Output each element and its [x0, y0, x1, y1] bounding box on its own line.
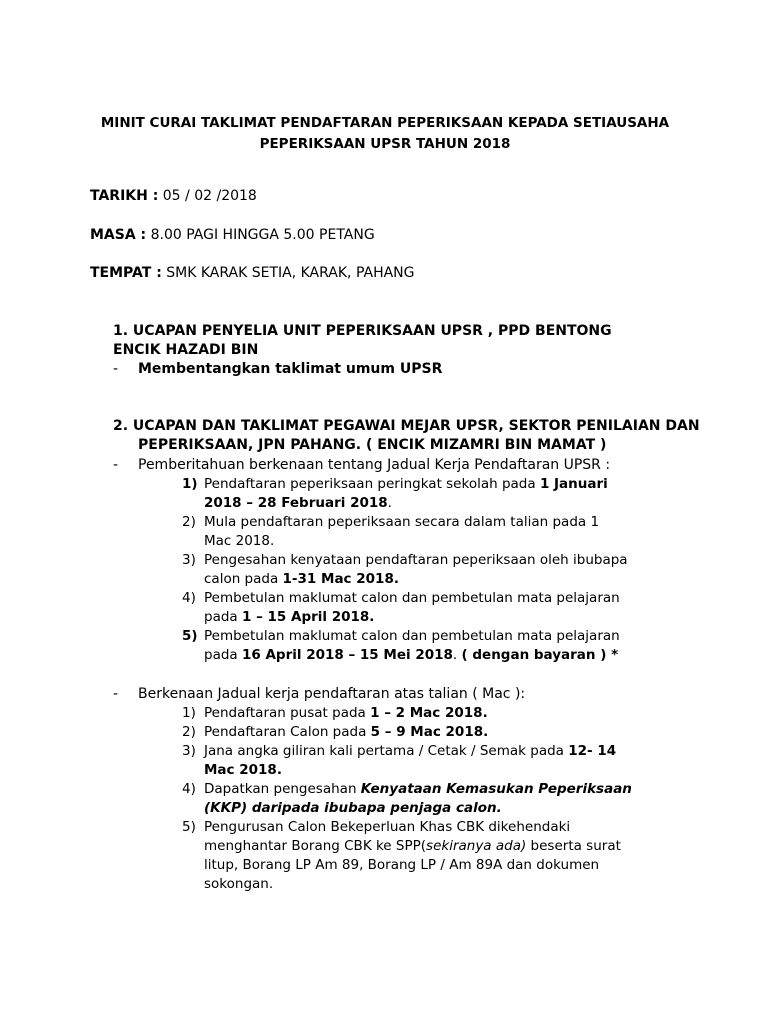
masa-label: MASA : [90, 227, 147, 243]
tempat-label: TEMPAT : [90, 265, 162, 281]
item-text: Pendaftaran pusat pada [204, 705, 371, 721]
document-title [90, 113, 680, 155]
item-text: Mula pendaftaran peperiksaan secara dalam talian pada 1 [204, 514, 600, 530]
item-text: Pengurusan Calon Bekeperluan Khas CBK dikehendaki [204, 819, 571, 835]
item-date: 1 – 2 Mac 2018. [370, 705, 488, 721]
item-text-line-2: menghantar Borang CBK ke SPP( [204, 838, 427, 854]
item-date: 12- 14 [568, 743, 617, 759]
item-number: 5) [182, 628, 198, 644]
item-note: ( dengan bayaran ) * [461, 647, 619, 663]
item-emphasis: Kenyataan Kemasukan Peperiksaan [360, 781, 632, 797]
item-number: 4) [182, 590, 196, 606]
item-number: 5) [182, 819, 196, 835]
item-text: Pendaftaran peperiksaan peringkat sekolah pada [204, 476, 540, 492]
item-number: 4) [182, 781, 196, 797]
section-2-heading-line-2: PEPERIKSAAN, JPN PAHANG. ( ENCIK MIZAMRI BIN MAMAT ) [138, 437, 607, 453]
item-italic: sekiranya ada) [426, 838, 527, 854]
title-line-1: MINIT CURAI TAKLIMAT PENDAFTARAN PEPERIKSAAN KEPADA SETIAUSAHA [100, 115, 670, 131]
item-number: 3) [182, 552, 196, 568]
section-3-intro: Berkenaan Jadual kerja pendaftaran atas talian ( Mac ): [138, 686, 526, 702]
item-number: 1) [182, 476, 198, 492]
item-text-cont: pada [204, 647, 242, 663]
item-emphasis-cont: (KKP) daripada ibubapa penjaga calon. [204, 800, 502, 816]
item-separator: . [452, 647, 462, 663]
section-2-dash: - [113, 457, 119, 473]
item-text-cont: pada [204, 609, 242, 625]
section-1-bullet: Membentangkan taklimat umum UPSR [138, 361, 443, 377]
tarikh-label: TARIKH : [90, 188, 159, 204]
masa-row [90, 227, 375, 243]
item-text-line-2-end: beserta surat [526, 838, 621, 854]
section-3-dash: - [113, 686, 119, 702]
masa-value: 8.00 PAGI HINGGA 5.00 PETANG [146, 227, 375, 243]
item-date: 16 April 2018 – 15 Mei 2018 [241, 647, 453, 663]
tarikh-value: 05 / 02 /2018 [158, 188, 257, 204]
item-text: Jana angka giliran kali pertama / Cetak / Semak pada [204, 743, 569, 759]
item-date-cont: Mac 2018. [204, 762, 282, 778]
section-2-heading: 2. UCAPAN DAN TAKLIMAT PEGAWAI MEJAR UPSR, SEKTOR PENILAIAN DAN [113, 418, 700, 434]
item-date: 1-31 Mac 2018. [282, 571, 399, 587]
section-1-heading-line-2: ENCIK HAZADI BIN [113, 342, 259, 358]
item-text-end: . [387, 495, 392, 511]
item-number: 2) [182, 724, 196, 740]
tempat-row [90, 265, 415, 281]
item-number: 1) [182, 705, 196, 721]
item-number: 2) [182, 514, 196, 530]
item-number: 3) [182, 743, 196, 759]
item-text: Pembetulan maklumat calon dan pembetulan mata pelajaran [204, 628, 620, 644]
section-1-heading: 1. UCAPAN PENYELIA UNIT PEPERIKSAAN UPSR , PPD BENTONG [113, 323, 612, 339]
item-date-cont: 2018 – 28 Februari 2018 [204, 495, 388, 511]
item-text-line-3: litup, Borang LP Am 89, Borang LP / Am 89A dan dokumen [204, 857, 600, 873]
item-text-line-4: sokongan. [204, 876, 274, 892]
item-text: Pendaftaran Calon pada [204, 724, 371, 740]
section-1-dash: - [113, 361, 119, 377]
tarikh-row [90, 188, 257, 204]
item-date: 5 – 9 Mac 2018. [370, 724, 489, 740]
item-text-cont: calon pada [204, 571, 283, 587]
item-text: Pengesahan kenyataan pendaftaran peperiksaan oleh ibubapa [204, 552, 628, 568]
item-text: Dapatkan pengesahan [204, 781, 361, 797]
section-2-intro: Pemberitahuan berkenaan tentang Jadual Kerja Pendaftaran UPSR : [138, 457, 611, 473]
item-date: 1 – 15 April 2018. [241, 609, 375, 625]
tempat-value: SMK KARAK SETIA, KARAK, PAHANG [161, 265, 415, 281]
item-text: Pembetulan maklumat calon dan pembetulan mata pelajaran [204, 590, 620, 606]
item-text-cont: Mac 2018. [204, 533, 275, 549]
item-date: 1 Januari [539, 476, 608, 492]
title-line-2: PEPERIKSAAN UPSR TAHUN 2018 [259, 136, 511, 152]
